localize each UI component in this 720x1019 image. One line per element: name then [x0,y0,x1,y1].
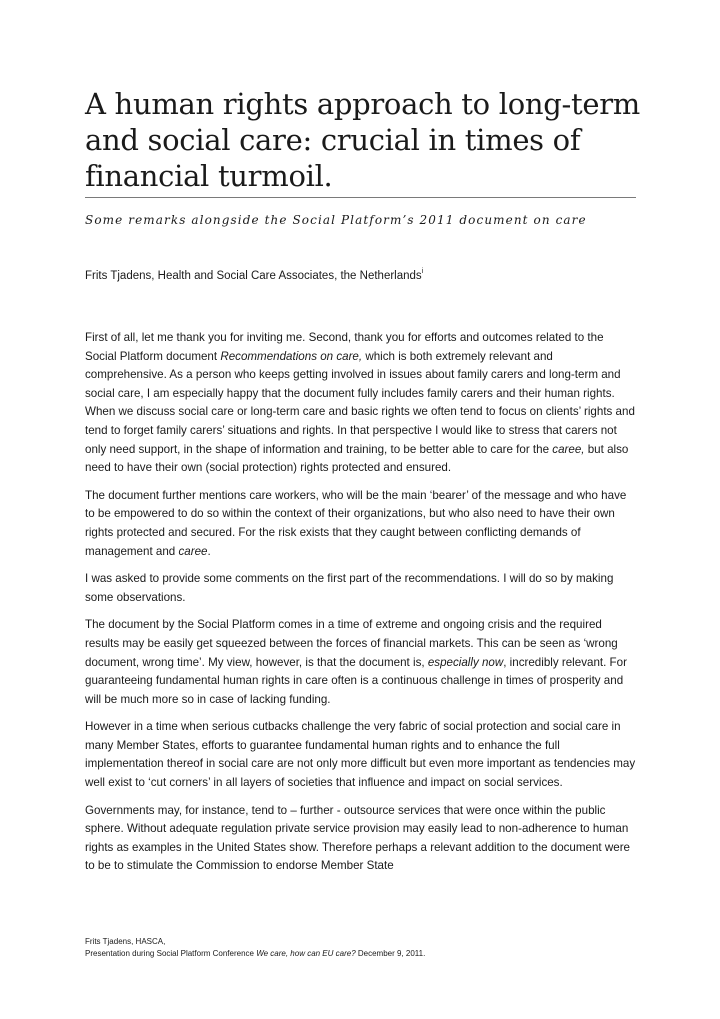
emphasized-text: especially now [427,655,504,669]
footer-line [85,948,645,960]
endnote-marker: i [421,268,424,275]
footer-text: Presentation during Social Platform Conference [85,949,257,958]
footer-text: December 9, 2011. [355,949,426,958]
paragraph-text: but also need to have their own (social protection) rights protected and ensured. [85,442,629,475]
emphasized-text: Recommendations on care, [220,349,363,363]
paragraph-text: First of all, let me thank you for inviting me. Second, thank you for efforts and outcomes related to the Social Platform document [85,331,604,363]
paragraph [85,329,637,478]
footer-emphasized: We care, how can EU care? [256,949,356,958]
document-title: A human rights approach to long-term and social care: crucial in times of financial turmoil. [85,87,640,193]
author-text: Frits Tjadens, Health and Social Care Associates, the Netherlands [85,270,422,282]
author-line [85,263,645,285]
paragraph-text: The document by the Social Platform comes in a time of extreme and ongoing crisis and the required results may be easily get squeezed between the forces of financial markets. This can be seen as ‘wrong document, wrong time’. My view, however, is that the document is, [85,618,618,669]
paragraph [85,487,637,561]
paragraph-text: which is both extremely relevant and comprehensive. As a person who keeps getting involved in issues about family carers and long-term and social care, I am especially happy that the document fully includes family carers and their human rights. When we discuss social care or long-term care and basic rights we often tend to focus on clients’ rights and tend to forget family carers’ situations and rights. In that perspective I would like to stress that carers not only need support, in the shape of information and training, to be better able to care for the [85,349,635,456]
document-subtitle: Some remarks alongside the Social Platform’s 2011 document on care [85,213,587,227]
paragraph-text: , incredibly relevant. For guaranteeing fundamental human rights in care often is a continuous challenge in times of prosperity and will be much more so in case of lacking funding. [85,655,627,706]
paragraph [85,616,637,709]
emphasized-text: caree, [552,442,585,456]
emphasized-text: caree [178,544,208,558]
paragraph: I was asked to provide some comments on the first part of the recommendations. I will do so by making some observations. [85,572,614,604]
document-body [85,329,637,885]
title-divider [85,197,636,198]
footer-line: Frits Tjadens, HASCA, [85,937,166,946]
paragraph-text: . [207,544,211,558]
page-footer [85,936,645,960]
paragraph-text: The document further mentions care workers, who will be the main ‘bearer’ of the message and who have to be empowered to do so within the context of their organizations, but who also need to have their own rights protected and secured. For the risk exists that they caught between conflicting demands of management and [85,488,627,558]
paragraph: However in a time when serious cutbacks challenge the very fabric of social protection and social care in many Member States, efforts to guarantee fundamental human rights and to enhance the full implementation thereof in social care are not only more difficult but even more important as tendencies may well exist to ‘cut corners’ in all layers of societies that influence and impact on social services. [85,720,636,790]
paragraph: Governments may, for instance, tend to – further - outsource services that were once within the public sphere. Without adequate regulation private service provision may easily lead to non-adherence to human rights as examples in the United States show. Therefore perhaps a relevant addition to the document were to be to stimulate the Commission to endorse Member State [85,803,631,873]
